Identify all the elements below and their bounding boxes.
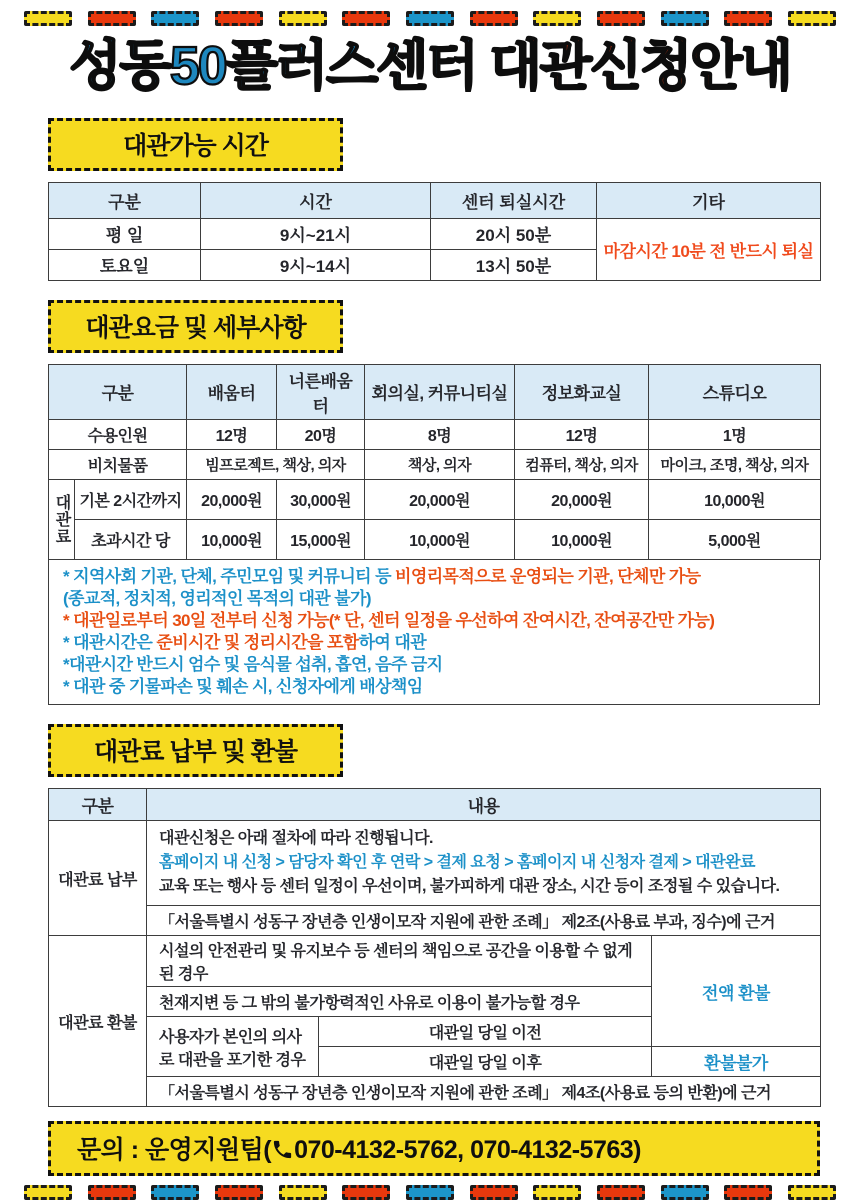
fee-base-label: 기본 2시간까지 [75,479,187,519]
payment-pay-row [49,821,821,906]
section-badge-payment: 대관료 납부 및 환불 [48,724,343,777]
fees-header-room2: 너른배움터 [277,364,365,419]
decor-block-red [470,1185,518,1200]
decor-block-blue [661,1185,709,1200]
decor-block-red [215,11,263,26]
decor-block-red [470,11,518,26]
fee-group-label: 대관료 [49,479,75,559]
refund-case1: 시설의 안전관리 및 유지보수 등 센터의 책임으로 공간을 이용할 수 없게 된 경우 [147,936,652,987]
fee-base-value: 20,000원 [515,479,649,519]
hours-header-etc: 기타 [597,182,821,218]
contact-bar [48,1121,820,1176]
decor-block-yellow [788,11,836,26]
equipment-value: 마이크, 조명, 책상, 의자 [649,449,821,479]
contact-prefix: 문의 : 운영지원팀( [77,1136,272,1165]
hours-note: 마감시간 10분 전 반드시 퇴실 [597,218,821,280]
fees-header-room3: 회의실, 커뮤니티실 [365,364,515,419]
capacity-value: 20명 [277,419,365,449]
fee-extra-value: 15,000원 [277,519,365,559]
fee-extra-value: 5,000원 [649,519,821,559]
fees-header-row [49,364,821,419]
pay-line1: 대관신청은 아래 절차에 따라 진행됩니다. [159,830,433,848]
decor-block-blue [661,11,709,26]
equipment-value: 컴퓨터, 책상, 의자 [515,449,649,479]
fees-header-type: 구분 [49,364,187,419]
decor-block-red [215,1185,263,1200]
decor-block-red [724,1185,772,1200]
section-badge-hours: 대관가능 시간 [48,118,343,171]
payment-header-content: 내용 [147,789,821,821]
hours-header-exit: 센터 퇴실시간 [431,182,597,218]
decor-block-yellow [788,1185,836,1200]
refund-case3: 사용자가 본인의 의사로 대관을 포기한 경우 [147,1017,319,1077]
decor-block-yellow [279,1185,327,1200]
refund-full: 전액 환불 [652,936,821,1047]
page-title-center-name: 성동50플러스센터 [69,36,477,96]
equipment-label: 비치물품 [49,449,187,479]
capacity-value: 12명 [515,419,649,449]
refund-none: 환불불가 [652,1047,821,1077]
decor-block-yellow [533,11,581,26]
decor-block-red [342,11,390,26]
decor-block-yellow [24,1185,72,1200]
capacity-value: 1명 [649,419,821,449]
fees-base-row [49,479,821,519]
note-line: *대관시간 반드시 엄수 및 음식물 섭취, 흡연, 음주 금지 [63,655,443,675]
note-line: * 대관시간은 준비시간 및 정리시간을 포함하여 대관 [63,633,427,653]
decor-block-yellow [533,1185,581,1200]
note-line: * 지역사회 기관, 단체, 주민모임 및 커뮤니티 등 비영리목적으로 운영되는 기관, 단체만 가능 [63,566,701,586]
fee-base-value: 10,000원 [649,479,821,519]
refund-case1-row [49,936,821,987]
pay-line3: 교육 또는 행사 등 센터 일정이 우선이며, 불가피하게 대관 장소, 시간 등이 조정될 수 있습니다. [159,878,780,896]
fees-header-room1: 배움터 [187,364,277,419]
decor-block-red [597,11,645,26]
refund-case3-before: 대관일 당일 이전 [319,1017,652,1047]
hours-saturday-exit: 13시 50분 [431,249,597,280]
fee-extra-value: 10,000원 [365,519,515,559]
hours-table [48,182,821,281]
equipment-value: 빔프로젝트, 책상, 의자 [187,449,365,479]
decor-block-blue [151,11,199,26]
decor-block-blue [406,11,454,26]
fees-notes [48,560,820,706]
fee-extra-label: 초과시간 당 [75,519,187,559]
pay-label: 대관료 납부 [49,821,147,936]
fee-base-value: 30,000원 [277,479,365,519]
payment-table [48,788,821,1107]
decor-block-yellow [24,11,72,26]
decor-block-red [724,11,772,26]
fees-extra-row [49,519,821,559]
fees-table [48,364,821,560]
table-row [49,218,821,249]
capacity-label: 수용인원 [49,419,187,449]
capacity-value: 12명 [187,419,277,449]
refund-case2: 천재지변 등 그 밖의 불가항력적인 사유로 이용이 불가능할 경우 [147,987,652,1017]
section-badge-fees: 대관요금 및 세부사항 [48,300,343,353]
decor-block-red [597,1185,645,1200]
payment-header-row [49,789,821,821]
decor-block-blue [151,1185,199,1200]
fees-capacity-row [49,419,821,449]
fees-equipment-row [49,449,821,479]
refund-basis: 「서울특별시 성동구 장년층 인생이모작 지원에 관한 조례」 제4조(사용료 등의 반환)에 근거 [147,1077,821,1107]
hours-weekday-label: 평 일 [49,218,201,249]
hours-weekday-exit: 20시 50분 [431,218,597,249]
decor-strip-top [0,11,860,26]
equipment-value: 책상, 의자 [365,449,515,479]
hours-saturday-time: 9시~14시 [201,249,431,280]
contact-suffix: ) [633,1136,641,1165]
hours-header-row [49,182,821,218]
hours-weekday-time: 9시~21시 [201,218,431,249]
fee-extra-value: 10,000원 [187,519,277,559]
hours-header-time: 시간 [201,182,431,218]
pay-description [147,821,821,906]
decor-block-blue [406,1185,454,1200]
fees-header-room4: 정보화교실 [515,364,649,419]
decor-block-red [88,1185,136,1200]
hours-saturday-label: 토요일 [49,249,201,280]
fee-base-value: 20,000원 [187,479,277,519]
pay-basis: 「서울특별시 성동구 장년층 인생이모작 지원에 관한 조례」 제2조(사용료 부과, 징수)에 근거 [147,906,821,936]
pay-process: 홈페이지 내 신청 > 담당자 확인 후 연락 > 결제 요청 > 홈페이지 내 신청자 결제 > 대관완료 [159,854,755,872]
note-line: (종교적, 정치적, 영리적인 목적의 대관 불가) [63,588,371,608]
poster-page [0,11,860,1165]
fee-base-value: 20,000원 [365,479,515,519]
page-title-notice: 대관신청안내 [489,36,791,96]
page-title [0,30,860,103]
note-line: * 대관일로부터 30일 전부터 신청 가능(* 단, 센터 일정을 우선하여 잔여시간, 잔여공간만 가능) [63,611,715,631]
capacity-value: 8명 [365,419,515,449]
hours-header-type: 구분 [49,182,201,218]
payment-header-type: 구분 [49,789,147,821]
fees-header-room5: 스튜디오 [649,364,821,419]
decor-block-yellow [279,11,327,26]
payment-basis-row [49,906,821,936]
refund-label: 대관료 환불 [49,936,147,1107]
refund-basis-row [49,1077,821,1107]
contact-numbers: 070-4132-5762, 070-4132-5763 [294,1136,634,1165]
note-line: * 대관 중 기물파손 및 훼손 시, 신청자에게 배상책임 [63,677,423,697]
decor-strip-bottom [0,1185,860,1200]
decor-block-red [342,1185,390,1200]
fee-extra-value: 10,000원 [515,519,649,559]
phone-icon [271,1136,294,1164]
refund-case3-after: 대관일 당일 이후 [319,1047,652,1077]
decor-block-red [88,11,136,26]
